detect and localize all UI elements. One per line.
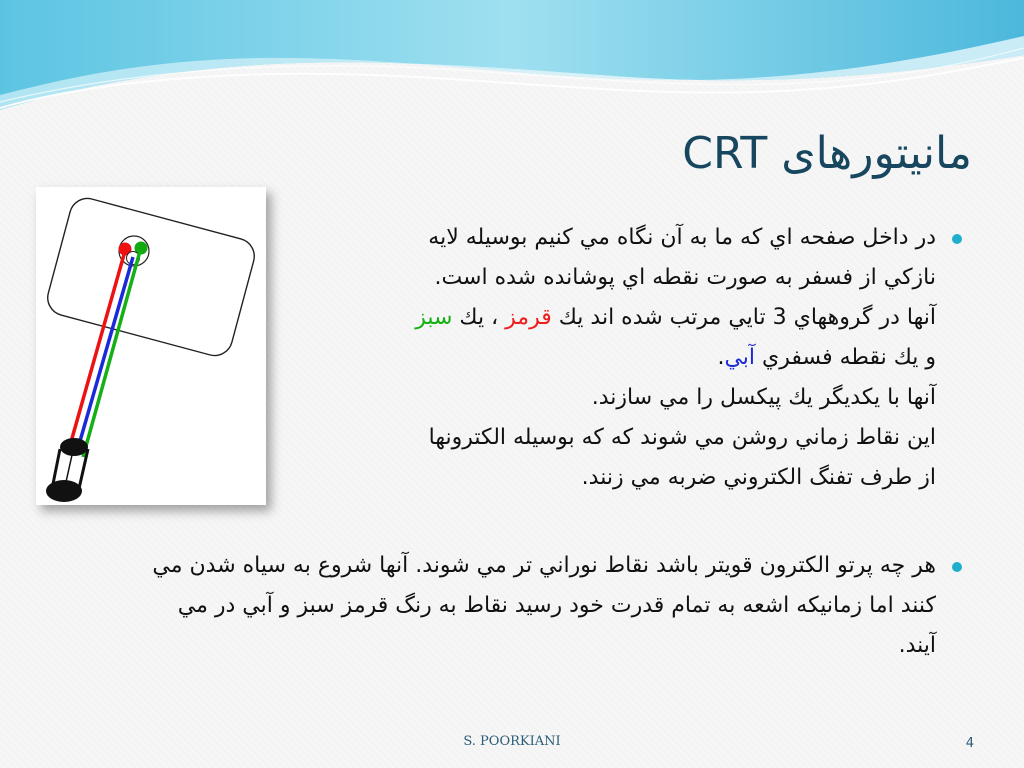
bullet1-line7: از طرف تفنگ الكتروني ضربه مي زنند. xyxy=(581,465,936,490)
header-waves xyxy=(0,0,1024,120)
crt-diagram xyxy=(36,187,266,505)
bullet1-line6: اين نقاط زماني روشن مي شوند كه كه بوسيله الكترونها xyxy=(428,425,936,450)
crt-figure xyxy=(36,187,266,505)
bullet1-line2: نازكي از فسفر به صورت نقطه اي پوشانده شده است. xyxy=(434,265,936,290)
bullet-item-1 xyxy=(356,218,936,498)
bullet2-line3: آيند. xyxy=(898,633,936,658)
slide-title: مانیتورهای CRT xyxy=(682,128,972,179)
bullet-marker xyxy=(952,234,962,244)
word-blue: آبي xyxy=(724,345,756,370)
bullet1-line4: و يك نقطه فسفري آبي. xyxy=(717,345,936,370)
bullet1-line1: در داخل صفحه اي كه ما به آن نگاه مي كنيم بوسيله لايه xyxy=(428,225,936,250)
footer-author: S. POORKIANI xyxy=(463,734,561,749)
page-number: 4 xyxy=(965,736,974,751)
bullet2-line2: كنند اما زمانيكه اشعه به تمام قدرت خود رسيد نقاط به رنگ قرمز سبز و آبي در مي xyxy=(177,593,936,618)
bullet-item-2 xyxy=(56,546,936,666)
word-green: سبز xyxy=(415,305,453,330)
bullet1-line5: آنها با يكديگر يك پيكسل را مي سازند. xyxy=(591,385,936,410)
word-red: قرمز xyxy=(505,305,552,330)
bullet-list-2 xyxy=(56,546,936,666)
bullet-marker xyxy=(952,562,962,572)
bullet-list-1 xyxy=(356,218,936,498)
bullet2-line1: هر چه پرتو الكترون قويتر باشد نقاط نوراني تر مي شوند. آنها شروع به سياه شدن مي xyxy=(152,553,936,578)
bullet1-line3: آنها در گروههاي 3 تايي مرتب شده اند يك قرمز ، يك سبز xyxy=(415,305,936,330)
